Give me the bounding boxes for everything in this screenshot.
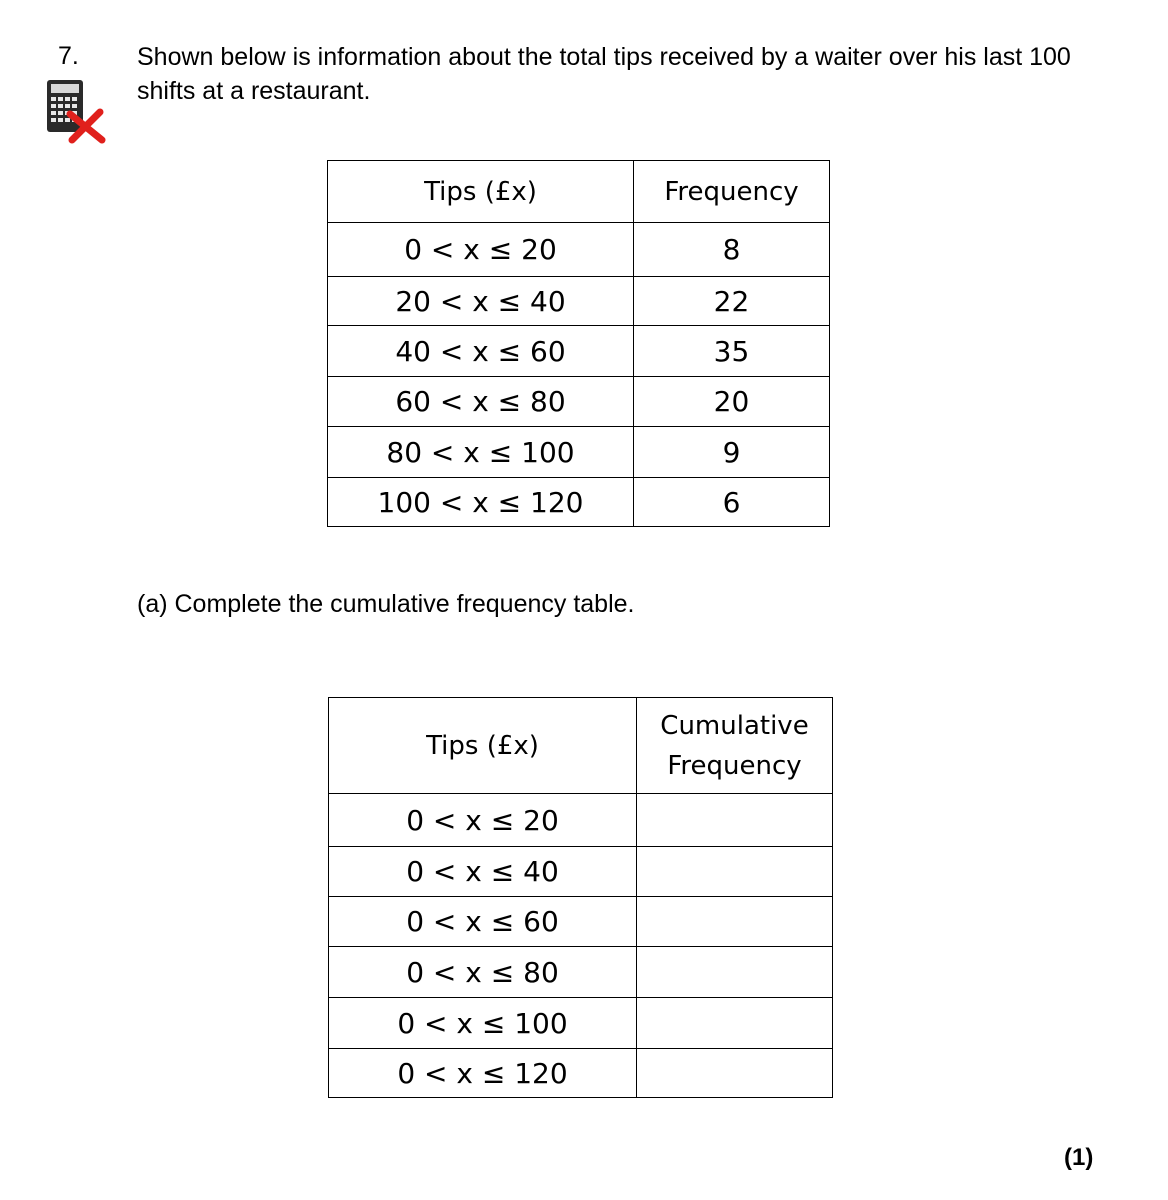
tips-cell: 0 < x ≤ 20 bbox=[329, 794, 637, 847]
tips-cell: 0 < x ≤ 120 bbox=[329, 1049, 637, 1098]
table-row bbox=[328, 427, 830, 478]
tips-header: Tips (£x) bbox=[328, 161, 634, 223]
cumulative-frequency-table bbox=[328, 697, 833, 1098]
table-row bbox=[329, 897, 833, 947]
tips-cell: 80 < x ≤ 100 bbox=[328, 427, 634, 478]
table-header-row bbox=[329, 698, 833, 794]
tips-cell: 20 < x ≤ 40 bbox=[328, 277, 634, 326]
frequency-cell: 9 bbox=[634, 427, 830, 478]
cumulative-label: Cumulative bbox=[660, 710, 809, 741]
marks-label: (1) bbox=[1064, 1144, 1094, 1171]
tips-cell: 100 < x ≤ 120 bbox=[328, 478, 634, 527]
cumulative-frequency-answer-cell[interactable] bbox=[637, 1049, 833, 1098]
table-row bbox=[329, 947, 833, 998]
part-a-instruction: (a) Complete the cumulative frequency table. bbox=[137, 590, 635, 618]
cumulative-frequency-answer-cell[interactable] bbox=[637, 998, 833, 1049]
tips-cell: 0 < x ≤ 80 bbox=[329, 947, 637, 998]
tips-cell: 0 < x ≤ 60 bbox=[329, 897, 637, 947]
frequency-cell: 35 bbox=[634, 326, 830, 377]
table-row bbox=[328, 478, 830, 527]
cumulative-frequency-answer-cell[interactable] bbox=[637, 794, 833, 847]
frequency-label: Frequency bbox=[667, 750, 802, 781]
table-row bbox=[328, 377, 830, 427]
table-row bbox=[328, 326, 830, 377]
cumulative-frequency-answer-cell[interactable] bbox=[637, 847, 833, 897]
question-number: 7. bbox=[58, 42, 79, 70]
tips-cell: 0 < x ≤ 40 bbox=[329, 847, 637, 897]
cumulative-frequency-header bbox=[637, 698, 833, 794]
table-header-row bbox=[328, 161, 830, 223]
tips-cell: 40 < x ≤ 60 bbox=[328, 326, 634, 377]
table-row bbox=[329, 1049, 833, 1098]
frequency-cell: 6 bbox=[634, 478, 830, 527]
table-row bbox=[329, 998, 833, 1049]
tips-header: Tips (£x) bbox=[329, 698, 637, 794]
tips-cell: 60 < x ≤ 80 bbox=[328, 377, 634, 427]
no-calculator-icon bbox=[44, 78, 108, 144]
tips-cell: 0 < x ≤ 100 bbox=[329, 998, 637, 1049]
table-row bbox=[329, 847, 833, 897]
cumulative-frequency-answer-cell[interactable] bbox=[637, 897, 833, 947]
frequency-header: Frequency bbox=[634, 161, 830, 223]
frequency-table bbox=[327, 160, 830, 527]
table-row bbox=[328, 277, 830, 326]
frequency-cell: 8 bbox=[634, 223, 830, 277]
table-row bbox=[329, 794, 833, 847]
table-row bbox=[328, 223, 830, 277]
cumulative-frequency-answer-cell[interactable] bbox=[637, 947, 833, 998]
frequency-cell: 20 bbox=[634, 377, 830, 427]
tips-cell: 0 < x ≤ 20 bbox=[328, 223, 634, 277]
frequency-cell: 22 bbox=[634, 277, 830, 326]
question-text: Shown below is information about the total tips received by a waiter over his last 100 shifts at a restaurant. bbox=[137, 43, 1071, 105]
